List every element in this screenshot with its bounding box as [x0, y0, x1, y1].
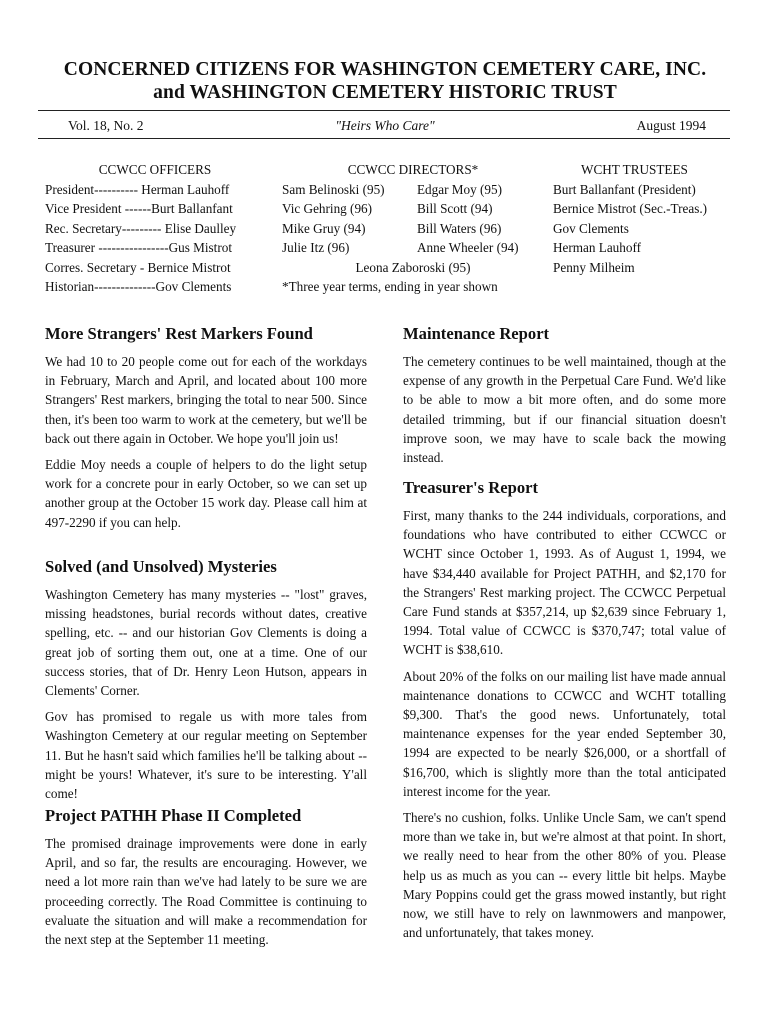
trustee-row: Penny Milheim [553, 259, 635, 275]
director-row [282, 238, 544, 258]
article-maintenance [403, 323, 726, 467]
trustee-row: Gov Clements [553, 220, 629, 236]
officer-row: President---------- Herman Lauhoff [45, 181, 230, 197]
trustee-row: Burt Ballanfant (President) [553, 181, 696, 197]
director-name: Leona Zaboroski (95) [355, 259, 471, 275]
director-name: Bill Scott (94) [417, 201, 493, 216]
trustee-row: Herman Lauhoff [553, 240, 642, 255]
officer-row: Rec. Secretary--------- Elise Daulley [45, 220, 237, 236]
trustee-row: Bernice Mistrot (Sec.-Treas.) [553, 201, 708, 216]
article-title: Project PATHH Phase II Completed [45, 806, 302, 825]
article-paragraph: There's no cushion, folks. Unlike Uncle Sam, we can't spend more than we take in, but we're almost at that point. In short, we really need to hear from the other 80% of you. Please help us as much as you can -- every little bit helps. Maybe Mary Poppins could get the grass mowed instantly, but right now, we still have to rely on lawnmowers and manpower, and unfortunately, that takes money. [403, 810, 726, 941]
article-paragraph: The cemetery continues to be well maintained, though at the expense of any growth in the Perpetual Care Fund. We'd like to be able to mow a bit more often, and do some more detailed trimming, but if our financial situation doesn't improve soon, we may have to scale back the mowing instead. [403, 354, 726, 466]
director-name: Julie Itz (96) [282, 240, 350, 255]
article-title: More Strangers' Rest Markers Found [45, 324, 313, 343]
directors-list [282, 160, 544, 297]
directors-heading: CCWCC DIRECTORS* [347, 162, 479, 177]
article-paragraph: Washington Cemetery has many mysteries -- "lost" graves, missing headstones, burial records without dates, creative spelling, etc. -- and our historian Gov Clements is doing a great job of sorting them out, one at a time. One of our success stories, that of Dr. Henry Leon Hutson, appears in Clements' Corner. [45, 587, 367, 699]
director-name: Bill Waters (96) [417, 220, 502, 236]
masthead-rule-top [38, 110, 730, 111]
article-paragraph: First, many thanks to the 244 individuals, corporations, and foundations who have contributed to either CCWCC or WCHT since October 1, 1993. As of August 1, 1994, we have $34,440 available for Project PATHH, and $2,170 for the Strangers' Rest marking project. The CCWCC Perpetual Care Fund stands at $357,214, up $2,639 since February 1, 1994. Total value of CCWCC is $370,747; total value of WCHT is $38,610. [403, 508, 726, 658]
trustees-heading: WCHT TRUSTEES [581, 162, 688, 177]
article-paragraph: The promised drainage improvements were done in early April, and so far, the results are encouraging. However, we need a lot more rain than we've had lately to be sure we are proceeding correctly. The Road Committee is continuing to evaluate the situation and will make a recommendation for the next step at the September 11 meeting. [45, 836, 367, 948]
director-name: Vic Gehring (96) [282, 201, 373, 216]
trustees-list [553, 160, 743, 277]
officer-row: Historian--------------Gov Clements [45, 279, 232, 294]
director-row [282, 219, 544, 239]
article-title: Maintenance Report [403, 324, 550, 343]
article-paragraph: Eddie Moy needs a couple of helpers to do the light setup work for a concrete pour in early October, so we can set up another group at the October 15 work day. Please call him at 497-2290 if you can help. [45, 457, 367, 530]
issue-motto: "Heirs Who Care" [335, 118, 435, 133]
article-paragraph: Gov has promised to regale us with more tales from Washington Cemetery at our regular meeting on September 11. But he hasn't said which families he'll be talking about -- might be yours! Whatever, it's sure to be interesting. Y'all come! [45, 709, 367, 802]
officer-row: Treasurer ----------------Gus Mistrot [45, 240, 232, 255]
directors-term-note: *Three year terms, ending in year shown [282, 279, 498, 294]
director-name: Sam Belinoski (95) [282, 181, 385, 197]
director-name: Mike Gruy (94) [282, 220, 366, 236]
officers-heading: CCWCC OFFICERS [98, 162, 212, 177]
article-mysteries [45, 556, 367, 803]
article-title: Treasurer's Report [403, 478, 539, 497]
masthead-title-line2: and WASHINGTON CEMETERY HISTORIC TRUST [153, 82, 617, 103]
officer-row: Corres. Secretary - Bernice Mistrot [45, 259, 231, 275]
director-row [282, 180, 544, 200]
officers-list [45, 160, 265, 297]
officer-row: Vice President ------Burt Ballanfant [45, 201, 233, 216]
article-pathh [45, 805, 367, 949]
article-treasurer [403, 477, 726, 942]
article-paragraph: About 20% of the folks on our mailing list have made annual maintenance donations to CCWCC and WCHT totalling $9,300. That's the good news. Unfortunately, total maintenance expenses for the year ended September 30, 1994 are expected to be nearly $26,000, or a shortfall of $16,700, which is slightly more than the total anticipated interest income for the year. [403, 668, 726, 799]
director-name: Anne Wheeler (94) [417, 240, 519, 255]
masthead-rule-bottom [38, 138, 730, 139]
director-name: Edgar Moy (95) [417, 181, 502, 197]
article-paragraph: We had 10 to 20 people come out for each of the workdays in February, March and April, and located about 100 more Strangers' Rest markers, bringing the total to near 500. Since then, it's been too warm to work at the cemetery, but we'll be back out there again in October. We hope you'll join us! [45, 354, 367, 446]
article-title: Solved (and Unsolved) Mysteries [45, 557, 277, 576]
issue-date: August 1994 [636, 118, 706, 133]
director-row [282, 199, 544, 219]
masthead-title-line1: CONCERNED CITIZENS FOR WASHINGTON CEMETERY CARE, INC. [63, 59, 707, 80]
article-markers [45, 323, 367, 532]
issue-volume: Vol. 18, No. 2 [68, 118, 144, 133]
